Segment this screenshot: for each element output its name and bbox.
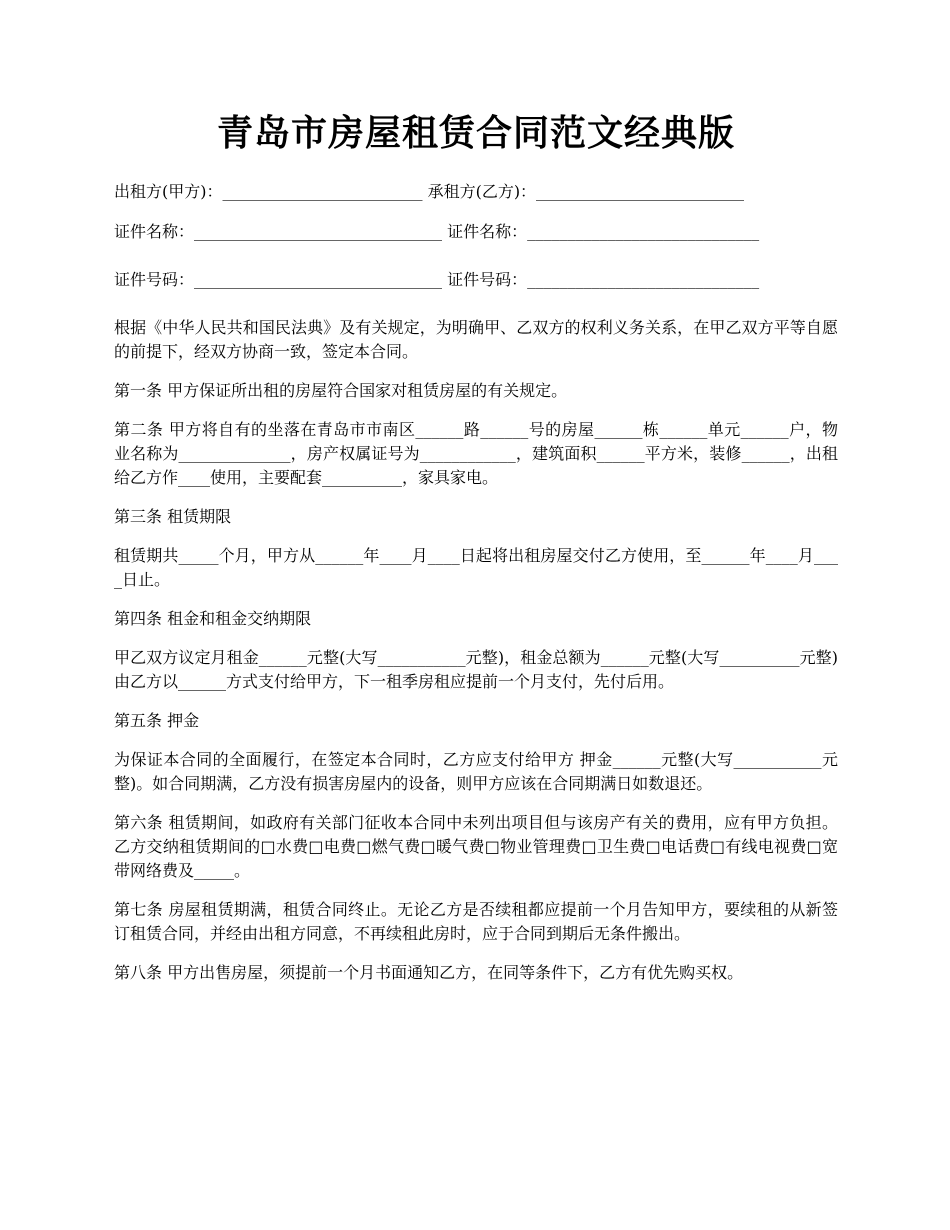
- party-line-names: 出租方(甲方)：_________________________ 承租方(乙方)：__________________________: [114, 182, 745, 201]
- clause-4-heading: 第四条 租金和租金交纳期限: [114, 609, 312, 628]
- clause-4-body: 甲乙双方议定月租金______元整(大写___________元整)，租金总额为______元整(大写__________元整)由乙方以______方式支付给甲方，下一租季房租应提前一个月支付，先付后用。: [114, 648, 838, 691]
- clause-3-body: 租赁期共_____个月，甲方从______年____月____日起将出租房屋交付乙方使用，至______年____月____日止。: [114, 546, 838, 589]
- party-line-id-number: 证件号码：_______________________________ 证件号码：_____________________________: [114, 270, 760, 289]
- party-line-id-type: 证件名称：_______________________________ 证件名称：_____________________________: [114, 222, 760, 241]
- clause-5-body: 为保证本合同的全面履行，在签定本合同时，乙方应支付给甲方 押金______元整(大写___________元整)。如合同期满，乙方没有损害房屋内的设备，则甲方应该在合同期满日如数退还。: [114, 750, 838, 793]
- clause-8: 第八条 甲方出售房屋，须提前一个月书面通知乙方，在同等条件下，乙方有优先购买权。: [114, 963, 744, 982]
- clause-1: 第一条 甲方保证所出租的房屋符合国家对租赁房屋的有关规定。: [114, 381, 568, 400]
- preamble-paragraph: 根据《中华人民共和国民法典》及有关规定，为明确甲、乙双方的权利义务关系，在甲乙双方平等自愿的前提下，经双方协商一致，签定本合同。: [114, 318, 838, 361]
- clause-7: 第七条 房屋租赁期满，租赁合同终止。无论乙方是否续租都应提前一个月告知甲方，要续租的从新签订租赁合同，并经由出租方同意，不再续租此房时，应于合同到期后无条件搬出。: [114, 900, 838, 943]
- clause-6: 第六条 租赁期间，如政府有关部门征收本合同中未列出项目但与该房产有关的费用，应有甲方负担。乙方交纳租赁期间的□水费□电费□燃气费□暖气费□物业管理费□卫生费□电话费□有线电视费□宽带网络费及_____。: [114, 813, 838, 880]
- clause-5-heading: 第五条 押金: [114, 711, 200, 730]
- clause-3-heading: 第三条 租赁期限: [114, 507, 232, 526]
- document-title: 青岛市房屋租赁合同范文经典版: [216, 113, 735, 154]
- clause-2: 第二条 甲方将自有的坐落在青岛市市南区______路______号的房屋______栋______单元______户，物业名称为______________，房产权属证号为____________，建筑面积______平方米，装修______，出租给乙方作____使用，主要配套__________，家具家电。: [114, 420, 838, 487]
